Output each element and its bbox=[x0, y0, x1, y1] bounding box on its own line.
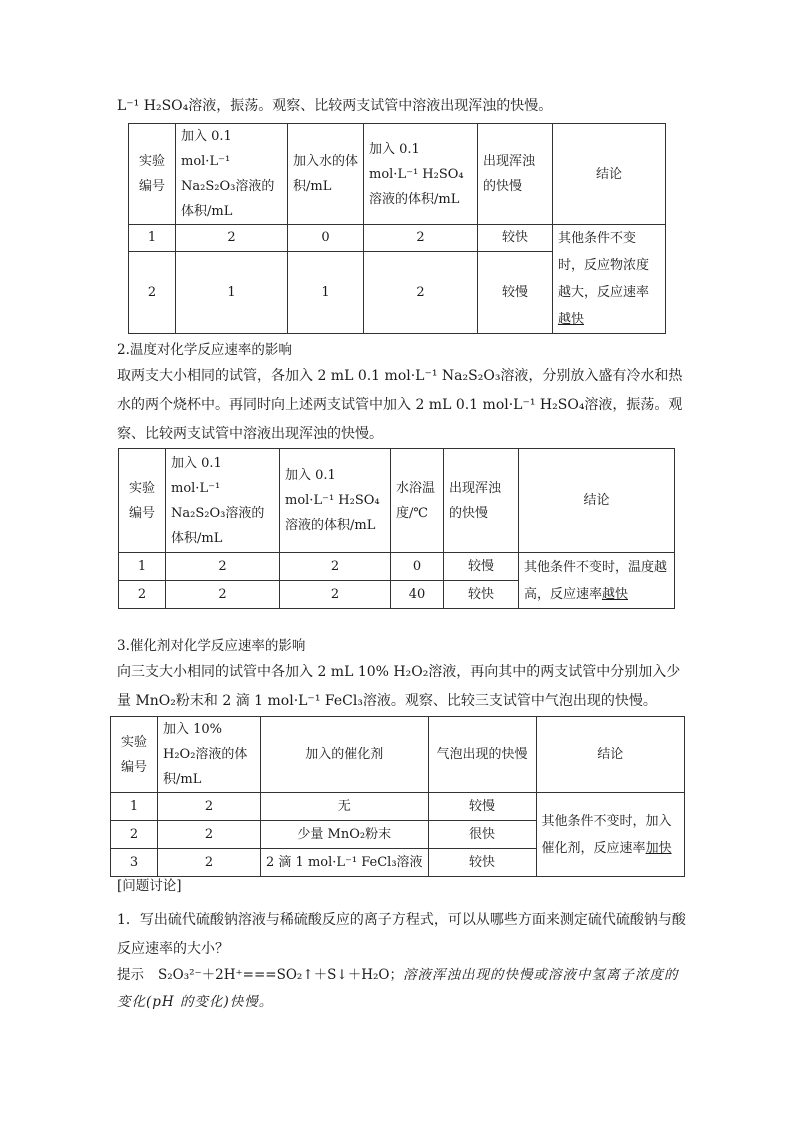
table-cell: 2 bbox=[280, 581, 391, 609]
hint-label: 提示 bbox=[117, 967, 144, 983]
table-row bbox=[119, 553, 675, 581]
header-cell: 实验编号 bbox=[119, 449, 166, 553]
section-text: 向三支大小相同的试管中各加入 2 mL 10% H₂O₂溶液，再向其中的两支试管中分别加入少量 MnO₂粉末和 2 滴 1 mol·L⁻¹ FeCl₃溶液。观察、比较三支试管中气泡出现的快慢。 bbox=[117, 664, 681, 709]
table-cell: 较慢 bbox=[428, 793, 536, 821]
header-cell: 加入 0.1 mol·L⁻¹ H₂SO₄溶液的体积/mL bbox=[364, 124, 478, 225]
table-cell: 3 bbox=[111, 849, 158, 877]
continued-text: L⁻¹ H₂SO₄溶液，振荡。观察、比较两支试管中溶液出现浑浊的快慢。 bbox=[117, 98, 553, 114]
header-cell: 出现浑浊的快慢 bbox=[444, 449, 519, 553]
table-cell: 1 bbox=[111, 793, 158, 821]
header-cell: 加入 10% H₂O₂溶液的体积/mL bbox=[158, 717, 261, 793]
conclusion-keyword: 越快 bbox=[602, 586, 629, 602]
table-cell: 2 bbox=[129, 251, 176, 333]
hint-equation: S₂O₃²⁻＋2H⁺===SO₂↑＋S↓＋H₂O； bbox=[158, 967, 403, 983]
conclusion-cell bbox=[519, 553, 675, 609]
section-heading: 3.催化剂对化学反应速率的影响 bbox=[117, 638, 306, 654]
conclusion-cell bbox=[553, 225, 666, 334]
conclusion-keyword: 越快 bbox=[558, 312, 585, 327]
header-cell: 结论 bbox=[536, 717, 684, 793]
header-cell: 结论 bbox=[553, 124, 666, 225]
section-text: 取两支大小相同的试管，各加入 2 mL 0.1 mol·L⁻¹ Na₂S₂O₃溶液，分别放入盛有冷水和热水的两个烧杯中。再同时向上述两支试管中加入 2 mL 0.1 mol·L⁻¹ H₂SO₄溶液，振荡。观察、比较两支试管中溶液出现浑浊的快慢。 bbox=[117, 368, 683, 442]
table-row bbox=[111, 793, 685, 821]
header-cell: 加入 0.1 mol·L⁻¹ H₂SO₄溶液的体积/mL bbox=[280, 449, 391, 553]
conclusion-text: 其他条件不变时，加入催化剂，反应速率 bbox=[541, 813, 672, 856]
table-cell: 1 bbox=[129, 225, 176, 252]
table-cell: 较快 bbox=[428, 849, 536, 877]
table-cell: 少量 MnO₂粉末 bbox=[261, 821, 429, 849]
table-cell: 2 bbox=[176, 225, 288, 252]
table-cell: 2 bbox=[158, 849, 261, 877]
table-cell: 较慢 bbox=[444, 553, 519, 581]
table-cell: 2 bbox=[364, 225, 478, 252]
table-cell: 2 bbox=[280, 553, 391, 581]
header-cell: 水浴温度/℃ bbox=[391, 449, 444, 553]
discussion-question: 1．写出硫代硫酸钠溶液与稀硫酸反应的离子方程式，可以从哪些方面来测定硫代硫酸钠与酸反应速率的大小？ bbox=[117, 912, 686, 957]
table-cell: 40 bbox=[391, 581, 444, 609]
concentration-table bbox=[128, 123, 666, 334]
conclusion-text: 其他条件不变时，反应物浓度越大，反应速率 bbox=[558, 231, 650, 300]
header-cell: 加入 0.1 mol·L⁻¹ Na₂S₂O₃溶液的体积/mL bbox=[166, 449, 280, 553]
table-cell: 1 bbox=[288, 251, 364, 333]
table-cell: 2 bbox=[119, 581, 166, 609]
table-cell: 无 bbox=[261, 793, 429, 821]
table-cell: 0 bbox=[288, 225, 364, 252]
header-cell: 实验编号 bbox=[129, 124, 176, 225]
table-cell: 2 bbox=[158, 821, 261, 849]
table-row bbox=[129, 225, 666, 252]
header-cell: 加入的催化剂 bbox=[261, 717, 429, 793]
conclusion-cell bbox=[536, 793, 684, 877]
table-cell: 2 bbox=[166, 553, 280, 581]
hint-text: 溶液浑浊出现的快慢或溶液中氢离子浓度的变化(pH 的变化)快慢。 bbox=[117, 967, 679, 1010]
header-cell: 加入水的体积/mL bbox=[288, 124, 364, 225]
table-cell: 较慢 bbox=[478, 251, 553, 333]
table-cell: 较快 bbox=[444, 581, 519, 609]
table-cell: 很快 bbox=[428, 821, 536, 849]
table-cell: 2 滴 1 mol·L⁻¹ FeCl₃溶液 bbox=[261, 849, 429, 877]
conclusion-text: 其他条件不变时，温度越高，反应速率 bbox=[524, 559, 668, 602]
hint-block bbox=[117, 962, 687, 1016]
conclusion-keyword: 加快 bbox=[645, 840, 672, 856]
header-cell: 出现浑浊的快慢 bbox=[478, 124, 553, 225]
table-cell: 较快 bbox=[478, 225, 553, 252]
header-cell: 加入 0.1 mol·L⁻¹ Na₂S₂O₃溶液的体积/mL bbox=[176, 124, 288, 225]
table-cell: 0 bbox=[391, 553, 444, 581]
header-cell: 气泡出现的快慢 bbox=[428, 717, 536, 793]
header-cell: 结论 bbox=[519, 449, 675, 553]
table-cell: 1 bbox=[119, 553, 166, 581]
catalyst-table bbox=[110, 716, 685, 877]
table-cell: 2 bbox=[111, 821, 158, 849]
table-cell: 2 bbox=[166, 581, 280, 609]
table-cell: 1 bbox=[176, 251, 288, 333]
temperature-table bbox=[118, 448, 675, 609]
table-cell: 2 bbox=[158, 793, 261, 821]
table-cell: 2 bbox=[364, 251, 478, 333]
section-heading: 2.温度对化学反应速率的影响 bbox=[117, 342, 292, 358]
header-cell: 实验编号 bbox=[111, 717, 158, 793]
discussion-heading: [问题讨论] bbox=[117, 878, 182, 894]
